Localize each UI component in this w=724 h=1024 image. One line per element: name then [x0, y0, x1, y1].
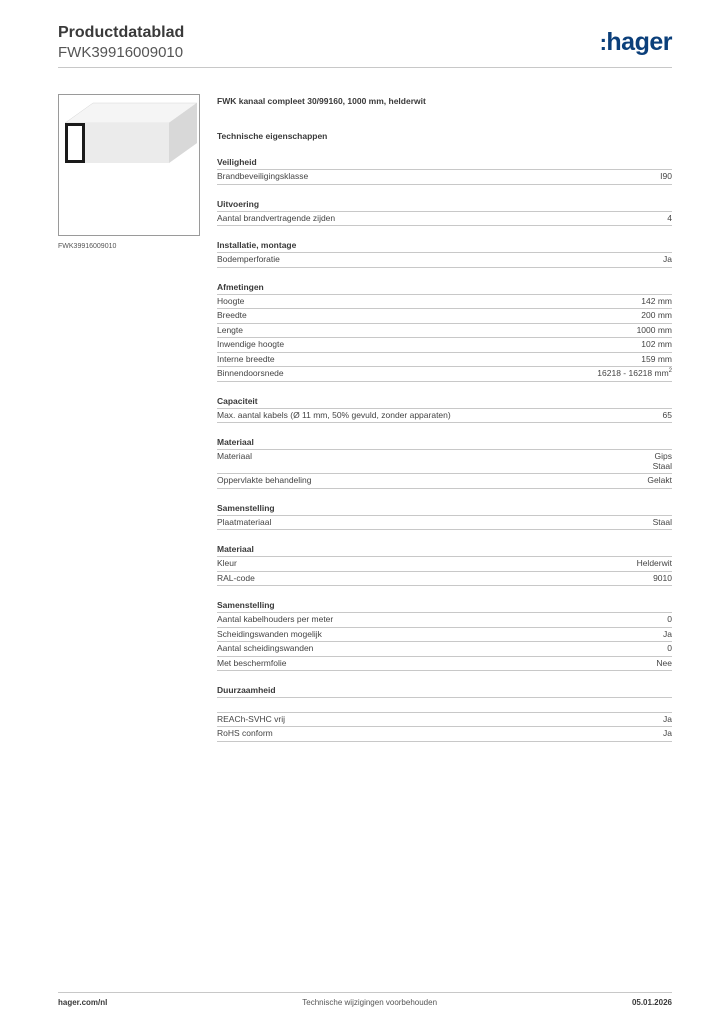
section-uitvoering: [217, 199, 672, 227]
spec-content: [217, 96, 672, 742]
spec-label: [217, 698, 219, 712]
spec-value: Ja: [663, 254, 672, 264]
cable-duct-illustration: [59, 95, 199, 235]
spec-label: Hoogte: [217, 295, 245, 306]
hager-logo: :hager: [599, 28, 672, 56]
section-samenstelling: [217, 503, 672, 531]
spec-label: Inwendige hoogte: [217, 339, 285, 349]
spec-value: Staal: [652, 516, 672, 527]
logo-text: hager: [606, 28, 672, 56]
spec-label: Aantal brandvertragende zijden: [217, 212, 336, 223]
spec-row: [217, 474, 672, 489]
product-image: [58, 94, 200, 236]
section-title: Duurzaamheid: [217, 685, 672, 698]
spec-label: Oppervlakte behandeling: [217, 475, 312, 485]
spec-label: Met beschermfolie: [217, 657, 287, 668]
spec-row: [217, 450, 672, 474]
page-title: Productdatablad: [58, 24, 185, 41]
section-title: Installatie, montage: [217, 240, 672, 253]
spec-row: [217, 516, 672, 531]
disclaimer: Technische wijzigingen voorbehouden: [302, 998, 438, 1007]
spec-value-list: [653, 451, 672, 471]
spec-value: 159 mm: [641, 353, 672, 364]
spec-value-area: [597, 367, 672, 381]
spec-value: 1000 mm: [636, 324, 672, 335]
spec-value: Helderwit: [636, 558, 672, 568]
section-title: Afmetingen: [217, 282, 672, 295]
product-code: FWK39916009010: [58, 44, 184, 61]
header-divider: [58, 67, 672, 68]
spec-label: Bodemperforatie: [217, 254, 280, 264]
spec-row: [217, 572, 672, 587]
spec-value: 0: [667, 614, 672, 624]
spec-label: Interne breedte: [217, 353, 275, 364]
spec-label: Materiaal: [217, 451, 252, 461]
section-materiaal-kleur: [217, 544, 672, 586]
tech-heading: Technische eigenschappen: [217, 131, 328, 141]
spec-row: [217, 324, 672, 339]
spec-row: [217, 253, 672, 268]
website-link[interactable]: hager.com/nl: [58, 998, 108, 1007]
spec-row: [217, 170, 672, 185]
spec-value: 65: [662, 409, 672, 420]
spec-label: Kleur: [217, 558, 237, 568]
spec-row: [217, 409, 672, 424]
section-duurzaamheid: [217, 685, 672, 742]
spec-row: [217, 727, 672, 742]
spec-label: Aantal kabelhouders per meter: [217, 614, 334, 624]
spec-value: 102 mm: [641, 339, 672, 349]
section-veiligheid: [217, 157, 672, 185]
section-afmetingen: [217, 282, 672, 382]
spec-value: Ja: [663, 628, 672, 639]
spec-value: 4: [667, 212, 672, 223]
spec-label: Max. aantal kabels (Ø 11 mm, 50% gevuld, zonder apparaten): [217, 409, 451, 420]
spec-row: [217, 212, 672, 227]
section-materiaal: [217, 437, 672, 489]
spec-value: Staal: [652, 461, 672, 471]
section-title: Uitvoering: [217, 199, 672, 212]
spec-label: Binnendoorsnede: [217, 368, 284, 378]
spec-row: [217, 557, 672, 572]
page-header: [58, 24, 184, 61]
document-date: 05.01.2026: [631, 998, 672, 1007]
spec-label: RAL-code: [217, 572, 255, 583]
spec-row: [217, 353, 672, 368]
product-description: FWK kanaal compleet 30/99160, 1000 mm, helderwit: [217, 96, 426, 106]
spec-row-empty: [217, 698, 672, 713]
spec-row: [217, 367, 672, 382]
spec-row: [217, 628, 672, 643]
spec-value: Gips: [654, 451, 672, 461]
section-title: Capaciteit: [217, 396, 672, 409]
spec-label: Brandbeveiligingsklasse: [217, 171, 309, 181]
spec-value: Ja: [663, 728, 672, 738]
section-installatie: [217, 240, 672, 268]
section-title: Samenstelling: [217, 600, 672, 613]
spec-row: [217, 613, 672, 628]
footer-divider: [58, 992, 672, 993]
section-capaciteit: [217, 396, 672, 424]
spec-label: REACh-SVHC vrij: [217, 713, 286, 724]
spec-label: Lengte: [217, 324, 243, 335]
spec-value: Ja: [663, 713, 672, 724]
spec-row: [217, 309, 672, 324]
spec-row: [217, 657, 672, 672]
spec-row: [217, 642, 672, 657]
spec-label: Plaatmateriaal: [217, 516, 272, 527]
image-caption: FWK39916009010: [58, 243, 117, 250]
page-footer: [58, 998, 672, 1007]
spec-row: [217, 713, 672, 728]
unit-superscript: 2: [668, 368, 672, 375]
spec-value: 200 mm: [641, 310, 672, 320]
section-title: Materiaal: [217, 544, 672, 557]
spec-value: 9010: [653, 572, 672, 583]
spec-value: 16218 - 16218 mm: [597, 368, 669, 378]
section-samenstelling-kabel: [217, 600, 672, 671]
spec-label: Scheidingswanden mogelijk: [217, 628, 322, 639]
spec-value: Gelakt: [647, 475, 672, 485]
spec-label: Breedte: [217, 310, 247, 320]
spec-row: [217, 295, 672, 310]
section-title: Samenstelling: [217, 503, 672, 516]
spec-label: RoHS conform: [217, 728, 273, 738]
spec-row: [217, 338, 672, 353]
spec-value: 142 mm: [641, 295, 672, 306]
spec-value: I90: [660, 171, 672, 181]
spec-label: Aantal scheidingswanden: [217, 643, 314, 653]
spec-value: Nee: [656, 657, 672, 668]
spec-value: 0: [667, 643, 672, 653]
section-title: Materiaal: [217, 437, 672, 450]
section-title: Veiligheid: [217, 157, 672, 170]
